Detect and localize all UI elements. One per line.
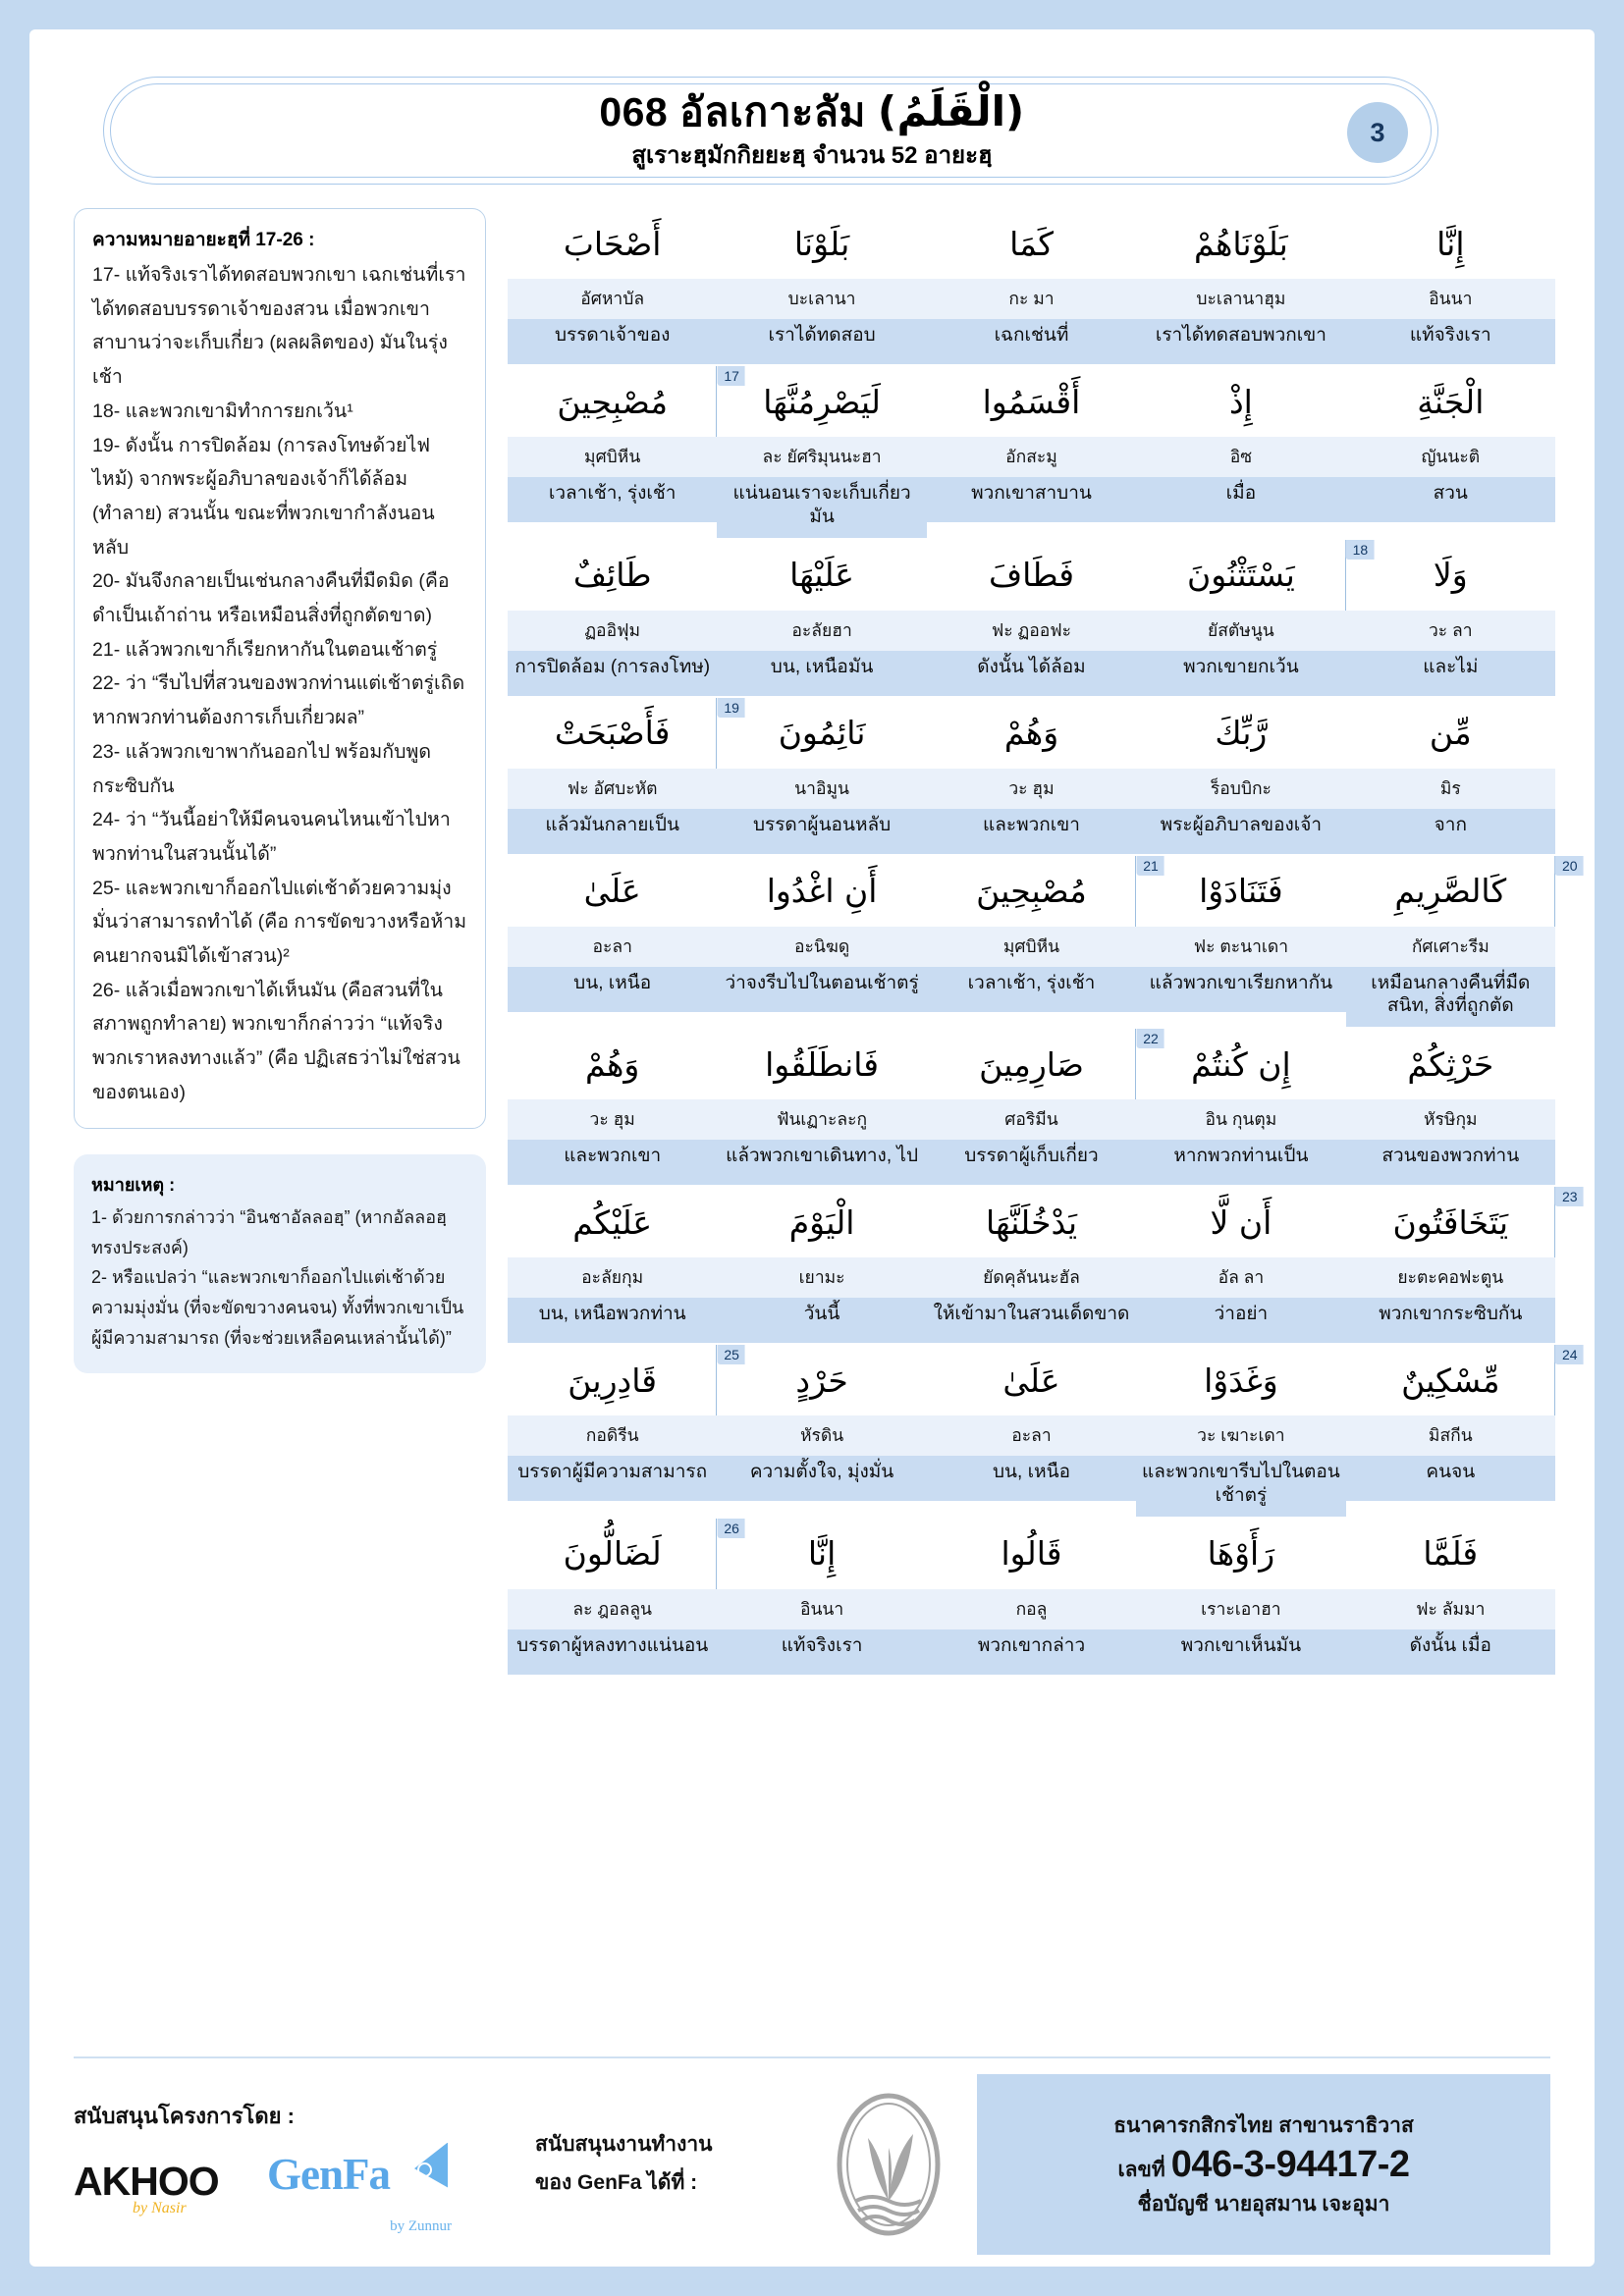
thai-translation-text: แน่นอนเราจะเก็บเกี่ยวมัน bbox=[717, 477, 926, 538]
word-cell bbox=[1136, 698, 1345, 854]
support-line-2: ของ GenFa ได้ที่ : bbox=[535, 2171, 698, 2194]
transliteration-text: หัรษิกุม bbox=[1346, 1099, 1555, 1140]
meaning-item: 18- และพวกเขามิทำการยกเว้น¹ bbox=[92, 400, 353, 422]
thai-translation-text: พวกเขายกเว้น bbox=[1136, 651, 1345, 696]
arabic-word: حَرْدٍ bbox=[717, 1345, 926, 1415]
thai-translation-text: บน, เหนือพวกท่าน bbox=[508, 1298, 717, 1343]
transliteration-text: บะเลานา bbox=[717, 279, 926, 319]
table-row bbox=[508, 540, 1555, 696]
word-cell bbox=[927, 1029, 1159, 1185]
genfa-logo-subtext: by Zunnur bbox=[390, 2217, 452, 2234]
word-cell bbox=[927, 856, 1159, 1028]
thai-translation-text: เราได้ทดสอบพวกเขา bbox=[1136, 319, 1345, 364]
transliteration-text: มิร bbox=[1346, 769, 1555, 809]
arabic-word: كَمَا bbox=[927, 208, 1136, 279]
arabic-word: مُصْبِحِينَ bbox=[508, 366, 717, 437]
word-cell bbox=[1136, 856, 1345, 1028]
bank-name: ธนาคารกสิกรไทย สาขานราธิวาส bbox=[1113, 2113, 1414, 2137]
verse-number-marker: 24 bbox=[1554, 1345, 1555, 1415]
word-cell bbox=[717, 1345, 926, 1517]
transliteration-text: หัรดิน bbox=[717, 1415, 926, 1456]
transliteration-text: อินนา bbox=[717, 1589, 926, 1629]
arabic-word: رَّبِّكَ bbox=[1136, 698, 1345, 769]
arabic-word: عَلَىٰ bbox=[508, 856, 717, 927]
meaning-item: 21- แล้วพวกเขาก็เรียกหากันในตอนเช้าตรู่ bbox=[92, 638, 438, 661]
thai-translation-text: แล้วพวกเขาเดินทาง, ไป bbox=[717, 1140, 926, 1185]
page-number-badge: 3 bbox=[1347, 102, 1408, 163]
arabic-word: وَغَدَوْا bbox=[1136, 1345, 1345, 1415]
thai-translation-text: ว่าจงรีบไปในตอนเช้าตรู่ bbox=[717, 967, 926, 1012]
verse-number-marker: 26 bbox=[716, 1519, 717, 1589]
page-footer bbox=[29, 2053, 1595, 2267]
meaning-panel bbox=[74, 208, 486, 1129]
thai-translation-text: บน, เหนือ bbox=[508, 967, 717, 1012]
word-cell bbox=[1346, 208, 1555, 364]
thai-translation-text: หากพวกท่านเป็น bbox=[1136, 1140, 1345, 1185]
word-cell bbox=[717, 366, 926, 538]
arabic-word: يَتَخَافَتُونَ bbox=[1346, 1187, 1555, 1257]
arabic-word: إِنَّا bbox=[717, 1519, 926, 1589]
arabic-word: إِنَّا bbox=[1346, 208, 1555, 279]
table-row bbox=[508, 1345, 1578, 1517]
organization-seal bbox=[800, 2091, 977, 2238]
verse-number-marker: 25 bbox=[716, 1345, 717, 1415]
transliteration-text: ญันนะติ bbox=[1346, 437, 1555, 477]
notes-panel-title: หมายเหตุ : bbox=[91, 1174, 176, 1195]
word-cell bbox=[1346, 1029, 1555, 1185]
transliteration-text: อะลัยกุม bbox=[508, 1257, 717, 1298]
arabic-word: عَلَىٰ bbox=[927, 1345, 1136, 1415]
document-page bbox=[29, 29, 1595, 2267]
thai-translation-text: ความตั้งใจ, มุ่งมั่น bbox=[717, 1456, 926, 1501]
arabic-word: أَنِ اغْدُوا bbox=[717, 856, 926, 927]
transliteration-text: ฟะ ลัมมา bbox=[1346, 1589, 1555, 1629]
transliteration-text: ยัดคุลันนะฮัล bbox=[927, 1257, 1136, 1298]
transliteration-text: ยัสตัษนูน bbox=[1136, 611, 1345, 651]
arabic-word: فَتَنَادَوْا bbox=[1136, 856, 1345, 927]
word-cell bbox=[1346, 540, 1555, 696]
account-number: 046-3-94417-2 bbox=[1170, 2143, 1410, 2185]
transliteration-text: อักสะมู bbox=[927, 437, 1136, 477]
table-row bbox=[508, 856, 1578, 1028]
transliteration-text: เยามะ bbox=[717, 1257, 926, 1298]
verse-number-marker: 22 bbox=[1135, 1029, 1136, 1099]
arabic-word: وَلَا bbox=[1346, 540, 1555, 611]
thai-translation-text: เวลาเช้า, รุ่งเช้า bbox=[927, 967, 1136, 1012]
account-number-label: เลขที่ bbox=[1117, 2158, 1165, 2181]
transliteration-text: วะ ฮุม bbox=[508, 1099, 717, 1140]
meaning-panel-title: ความหมายอายะฮฺที่ 17-26 : bbox=[92, 230, 315, 250]
thai-translation-text: พวกเขาสาบาน bbox=[927, 477, 1136, 522]
transliteration-text: อะลัยฮา bbox=[717, 611, 926, 651]
transliteration-text: วะ เฆาะเดา bbox=[1136, 1415, 1345, 1456]
word-by-word-table bbox=[508, 208, 1578, 2051]
thai-translation-text: บรรดาผู้มีความสามารถ bbox=[508, 1456, 717, 1501]
transliteration-text: ฟะ อัศบะหัต bbox=[508, 769, 717, 809]
meaning-item: 17- แท้จริงเราได้ทดสอบพวกเขา เฉกเช่นที่เราได้ทดสอบบรรดาเจ้าของสวน เมื่อพวกเขาสาบานว่าจะเก็บเกี่ยว (ผลผลิตของ) มันในรุ่งเช้า bbox=[92, 264, 466, 389]
meaning-item: 19- ดังนั้น การปิดล้อม (การลงโทษด้วยไฟไหม้) จากพระผู้อภิบาลของเจ้าก็ได้ล้อม (ทำลาย) สวนนั้น ขณะที่พวกเขากำลังนอนหลับ bbox=[92, 434, 435, 559]
word-cell bbox=[1136, 366, 1345, 538]
thai-translation-text: จาก bbox=[1346, 809, 1555, 854]
transliteration-text: กอลู bbox=[927, 1589, 1136, 1629]
bank-account-row bbox=[1117, 2144, 1409, 2186]
word-cell bbox=[717, 856, 926, 1028]
support-line-1: สนับสนุนงานทำงาน bbox=[535, 2133, 713, 2157]
arabic-word: صَارِمِينَ bbox=[927, 1029, 1136, 1099]
thai-translation-text: แท้จริงเรา bbox=[717, 1629, 926, 1675]
word-cell bbox=[508, 1519, 739, 1675]
thai-translation-text: บรรดาผู้เก็บเกี่ยว bbox=[927, 1140, 1136, 1185]
table-row bbox=[508, 208, 1555, 364]
arabic-word: إِن كُنتُمْ bbox=[1136, 1029, 1345, 1099]
thai-translation-text: แล้วพวกเขาเรียกหากัน bbox=[1136, 967, 1345, 1012]
word-cell bbox=[508, 1187, 717, 1343]
meaning-item: 20- มันจึงกลายเป็นเช่นกลางคืนที่มืดมิด (คือ ดำเป็นเถ้าถ่าน หรือเหมือนสิ่งที่ถูกตัดขาด) bbox=[92, 570, 450, 627]
word-cell bbox=[1136, 1345, 1345, 1517]
genfa-logo-text: GenFa bbox=[267, 2149, 390, 2199]
thai-translation-text: พวกเขาเห็นมัน bbox=[1136, 1629, 1345, 1675]
thai-translation-text: บน, เหนือมัน bbox=[717, 651, 926, 696]
transliteration-text: กะ มา bbox=[927, 279, 1136, 319]
thai-translation-text: และพวกเขา bbox=[508, 1140, 717, 1185]
sponsor-label: สนับสนุนโครงการโดย : bbox=[74, 2103, 295, 2128]
arabic-word: كَالصَّرِيمِ bbox=[1346, 856, 1555, 927]
meaning-item: 22- ว่า “รีบไปที่สวนของพวกท่านแต่เช้าตรู่เถิด หากพวกท่านต้องการเก็บเกี่ยวผล” bbox=[92, 672, 465, 729]
verse-number-marker: 20 bbox=[1554, 856, 1555, 927]
table-row bbox=[508, 1519, 1555, 1675]
transliteration-text: ละ ฎอลลูน bbox=[508, 1589, 717, 1629]
page-header bbox=[29, 29, 1595, 201]
transliteration-text: วะ ฮุม bbox=[927, 769, 1136, 809]
word-cell bbox=[1136, 1519, 1345, 1675]
arabic-word: رَأَوْهَا bbox=[1136, 1519, 1345, 1589]
footer-support-text bbox=[535, 2126, 800, 2203]
word-cell bbox=[1346, 1345, 1578, 1517]
word-cell bbox=[717, 1519, 926, 1675]
word-cell bbox=[508, 856, 717, 1028]
transliteration-text: เราะเอาฮา bbox=[1136, 1589, 1345, 1629]
transliteration-text: ฟันเฏาะละกู bbox=[717, 1099, 926, 1140]
thai-translation-text: แท้จริงเรา bbox=[1346, 319, 1555, 364]
thai-translation-text: คนจน bbox=[1346, 1456, 1555, 1501]
word-cell bbox=[1346, 1187, 1578, 1343]
word-cell bbox=[717, 208, 926, 364]
verse-number-marker: 17 bbox=[716, 366, 717, 437]
verse-number-marker: 21 bbox=[1135, 856, 1136, 927]
arabic-word: أَن لَّا bbox=[1136, 1187, 1345, 1257]
thai-translation-text: ว่าอย่า bbox=[1136, 1298, 1345, 1343]
page-content bbox=[29, 208, 1595, 2051]
thai-translation-text: ดังนั้น ได้ล้อม bbox=[927, 651, 1136, 696]
transliteration-text: ยะตะคอฟะตูน bbox=[1346, 1257, 1555, 1298]
meaning-item: 24- ว่า “วันนี้อย่าให้มีคนจนคนไหนเข้าไปหาพวกท่านในสวนนั้นได้” bbox=[92, 809, 451, 865]
arabic-word: نَائِمُونَ bbox=[717, 698, 926, 769]
thai-translation-text: บน, เหนือ bbox=[927, 1456, 1136, 1501]
transliteration-text: ฏออิฟุม bbox=[508, 611, 717, 651]
thai-translation-text: และไม่ bbox=[1346, 651, 1555, 696]
surah-title-arabic: (الْقَلَمُ) bbox=[877, 87, 1025, 135]
word-cell bbox=[508, 540, 717, 696]
word-cell bbox=[1136, 1029, 1345, 1185]
arabic-word: أَقْسَمُوا bbox=[927, 366, 1136, 437]
transliteration-text: อิน กุนตุม bbox=[1136, 1099, 1345, 1140]
word-cell bbox=[1136, 1187, 1345, 1343]
arabic-word: مُصْبِحِينَ bbox=[927, 856, 1136, 927]
word-cell bbox=[1136, 208, 1345, 364]
thai-translation-text: ดังนั้น เมื่อ bbox=[1346, 1629, 1555, 1675]
thai-translation-text: เหมือนกลางคืนที่มืดสนิท, สิ่งที่ถูกตัด bbox=[1346, 967, 1555, 1028]
thai-translation-text: เฉกเช่นที่ bbox=[927, 319, 1136, 364]
arabic-word: عَلَيْهَا bbox=[717, 540, 926, 611]
arabic-word: يَدْخُلَنَّهَا bbox=[927, 1187, 1136, 1257]
word-cell bbox=[927, 1519, 1136, 1675]
word-cell bbox=[1346, 1519, 1555, 1675]
word-cell bbox=[508, 208, 717, 364]
thai-translation-text: วันนี้ bbox=[717, 1298, 926, 1343]
transliteration-text: วะ ลา bbox=[1346, 611, 1555, 651]
notes-panel bbox=[74, 1154, 486, 1374]
transliteration-text: อินนา bbox=[1346, 279, 1555, 319]
word-cell bbox=[927, 1345, 1136, 1517]
transliteration-text: บะเลานาฮุม bbox=[1136, 279, 1345, 319]
arabic-word: بَلَوْنَاهُمْ bbox=[1136, 208, 1345, 279]
genfa-logo bbox=[267, 2149, 454, 2234]
transliteration-text: ฟะ ฏออฟะ bbox=[927, 611, 1136, 651]
transliteration-text: ละ ยัศริมุนนะฮา bbox=[717, 437, 926, 477]
meaning-item: 23- แล้วพวกเขาพากันออกไป พร้อมกับพูดกระซิบกัน bbox=[92, 740, 431, 797]
arabic-word: فَانطَلَقُوا bbox=[717, 1029, 926, 1099]
arabic-word: قَادِرِينَ bbox=[508, 1345, 717, 1415]
arabic-word: الْجَنَّةِ bbox=[1346, 366, 1555, 437]
word-cell bbox=[508, 698, 739, 854]
thai-translation-text: เวลาเช้า, รุ่งเช้า bbox=[508, 477, 717, 522]
thai-translation-text: แล้วมันกลายเป็น bbox=[508, 809, 717, 854]
word-cell bbox=[1346, 856, 1578, 1028]
arabic-word: فَلَمَّا bbox=[1346, 1519, 1555, 1589]
transliteration-text: อิซ bbox=[1136, 437, 1345, 477]
transliteration-text: อัศหาบัล bbox=[508, 279, 717, 319]
arabic-word: عَلَيْكُم bbox=[508, 1187, 717, 1257]
transliteration-text: ศอริมีน bbox=[927, 1099, 1136, 1140]
meaning-item: 25- และพวกเขาก็ออกไปแต่เช้าด้วยความมุ่งมั่นว่าสามารถทำได้ (คือ การขัดขวางหรือห้ามคนยากจนมิได้เข้าสวน)² bbox=[92, 877, 467, 968]
arabic-word: أَصْحَابَ bbox=[508, 208, 717, 279]
arabic-word: قَالُوا bbox=[927, 1519, 1136, 1589]
table-row bbox=[508, 1187, 1578, 1343]
thai-translation-text: บรรดาผู้นอนหลับ bbox=[717, 809, 926, 854]
footer-sponsors bbox=[74, 2099, 535, 2234]
transliteration-text: อะนิฆดู bbox=[717, 927, 926, 967]
akhoo-logo bbox=[74, 2159, 245, 2231]
transliteration-text: มุศบิหีน bbox=[508, 437, 717, 477]
word-cell bbox=[927, 208, 1136, 364]
word-cell bbox=[717, 1029, 926, 1185]
word-cell bbox=[717, 1187, 926, 1343]
word-cell bbox=[1136, 540, 1369, 696]
thai-translation-text: บรรดาผู้หลงทางแน่นอน bbox=[508, 1629, 717, 1675]
arabic-word: بَلَوْنَا bbox=[717, 208, 926, 279]
surah-subtitle: สูเราะฮฺมักกิยยะฮฺ จำนวน 52 อายะฮฺ bbox=[631, 142, 993, 169]
transliteration-text: อัล ลา bbox=[1136, 1257, 1345, 1298]
note-item: 1- ด้วยการกล่าวว่า “อินชาอัลลอฮฺ” (หากอัลลอฮฺทรงประสงค์) bbox=[91, 1206, 448, 1257]
akhoo-logo-text: AKHOO bbox=[74, 2158, 219, 2204]
arabic-word: مِّسْكِينٌ bbox=[1346, 1345, 1555, 1415]
word-cell bbox=[927, 540, 1136, 696]
transliteration-text: นาอิมูน bbox=[717, 769, 926, 809]
plant-seal-icon bbox=[825, 2091, 952, 2238]
word-cell bbox=[927, 698, 1136, 854]
arabic-word: لَيَصْرِمُنَّهَا bbox=[717, 366, 926, 437]
word-cell bbox=[1346, 366, 1555, 538]
note-item: 2- หรือแปลว่า “และพวกเขาก็ออกไปแต่เช้าด้วยความมุ่งมั่น (ที่จะขัดขวางคนจน) ทั้งที่พวกเขาเป็นผู้มีความสามารถ (ที่จะช่วยเหลือคนเหล่านั้นได้)” bbox=[91, 1267, 464, 1349]
transliteration-text: อะลา bbox=[508, 927, 717, 967]
genfa-ring-icon bbox=[417, 2163, 432, 2177]
verse-number-marker: 19 bbox=[716, 698, 717, 769]
arabic-word: وَهُمْ bbox=[508, 1029, 717, 1099]
thai-translation-text: พระผู้อภิบาลของเจ้า bbox=[1136, 809, 1345, 854]
thai-translation-text: สวน bbox=[1346, 477, 1555, 522]
table-row bbox=[508, 698, 1555, 854]
transliteration-text: กัศเศาะรีม bbox=[1346, 927, 1555, 967]
arabic-word: إِذْ bbox=[1136, 366, 1345, 437]
table-row bbox=[508, 366, 1555, 538]
word-cell bbox=[508, 1345, 739, 1517]
arabic-word: وَهُمْ bbox=[927, 698, 1136, 769]
transliteration-text: ฟะ ตะนาเดา bbox=[1136, 927, 1345, 967]
arabic-word: الْيَوْمَ bbox=[717, 1187, 926, 1257]
arabic-word: فَأَصْبَحَتْ bbox=[508, 698, 717, 769]
thai-translation-text: สวนของพวกท่าน bbox=[1346, 1140, 1555, 1185]
thai-translation-text: เราได้ทดสอบ bbox=[717, 319, 926, 364]
thai-translation-text: และพวกเขา bbox=[927, 809, 1136, 854]
verse-number-marker: 23 bbox=[1554, 1187, 1555, 1257]
bank-account-panel bbox=[977, 2074, 1550, 2255]
transliteration-text: กอดิรีน bbox=[508, 1415, 717, 1456]
arabic-word: فَطَافَ bbox=[927, 540, 1136, 611]
arabic-word: طَائِفٌ bbox=[508, 540, 717, 611]
word-cell bbox=[717, 698, 926, 854]
surah-title-thai: 068 อัลเกาะลัม bbox=[599, 89, 866, 134]
table-row bbox=[508, 1029, 1555, 1185]
word-cell bbox=[1346, 698, 1555, 854]
word-cell bbox=[508, 366, 739, 538]
transliteration-text: อะลา bbox=[927, 1415, 1136, 1456]
word-cell bbox=[717, 540, 926, 696]
verse-number-marker: 18 bbox=[1345, 540, 1346, 611]
account-holder: ชื่อบัญชี นายอุสมาน เจะอุมา bbox=[1137, 2192, 1390, 2216]
footer-divider bbox=[74, 2056, 1550, 2058]
thai-translation-text: พวกเขากล่าว bbox=[927, 1629, 1136, 1675]
sidebar bbox=[74, 208, 486, 2051]
thai-translation-text: ให้เข้ามาในสวนเด็ดขาด bbox=[927, 1298, 1136, 1343]
transliteration-text: มุศบิหีน bbox=[927, 927, 1136, 967]
arabic-word: يَسْتَثْنُونَ bbox=[1136, 540, 1345, 611]
thai-translation-text: บรรดาเจ้าของ bbox=[508, 319, 717, 364]
word-cell bbox=[927, 366, 1136, 538]
thai-translation-text: เมื่อ bbox=[1136, 477, 1345, 522]
akhoo-logo-subtext: by Nasir bbox=[133, 2199, 187, 2216]
word-cell bbox=[927, 1187, 1136, 1343]
transliteration-text: มิสกีน bbox=[1346, 1415, 1555, 1456]
transliteration-text: ร็อบบิกะ bbox=[1136, 769, 1345, 809]
thai-translation-text: พวกเขากระซิบกัน bbox=[1346, 1298, 1555, 1343]
meaning-item: 26- แล้วเมื่อพวกเขาได้เห็นมัน (คือสวนที่ในสภาพถูกทำลาย) พวกเขาก็กล่าวว่า “แท้จริงพวกเราหลงทางแล้ว” (คือ ปฏิเสธว่าไม่ใช่สวนของตนเอง) bbox=[92, 979, 460, 1103]
arabic-word: مِّن bbox=[1346, 698, 1555, 769]
word-cell bbox=[508, 1029, 717, 1185]
arabic-word: حَرْثِكُمْ bbox=[1346, 1029, 1555, 1099]
thai-translation-text: และพวกเขารีบไปในตอนเช้าตรู่ bbox=[1136, 1456, 1345, 1517]
thai-translation-text: การปิดล้อม (การลงโทษ) bbox=[508, 651, 717, 696]
arabic-word: لَضَالُّونَ bbox=[508, 1519, 717, 1589]
